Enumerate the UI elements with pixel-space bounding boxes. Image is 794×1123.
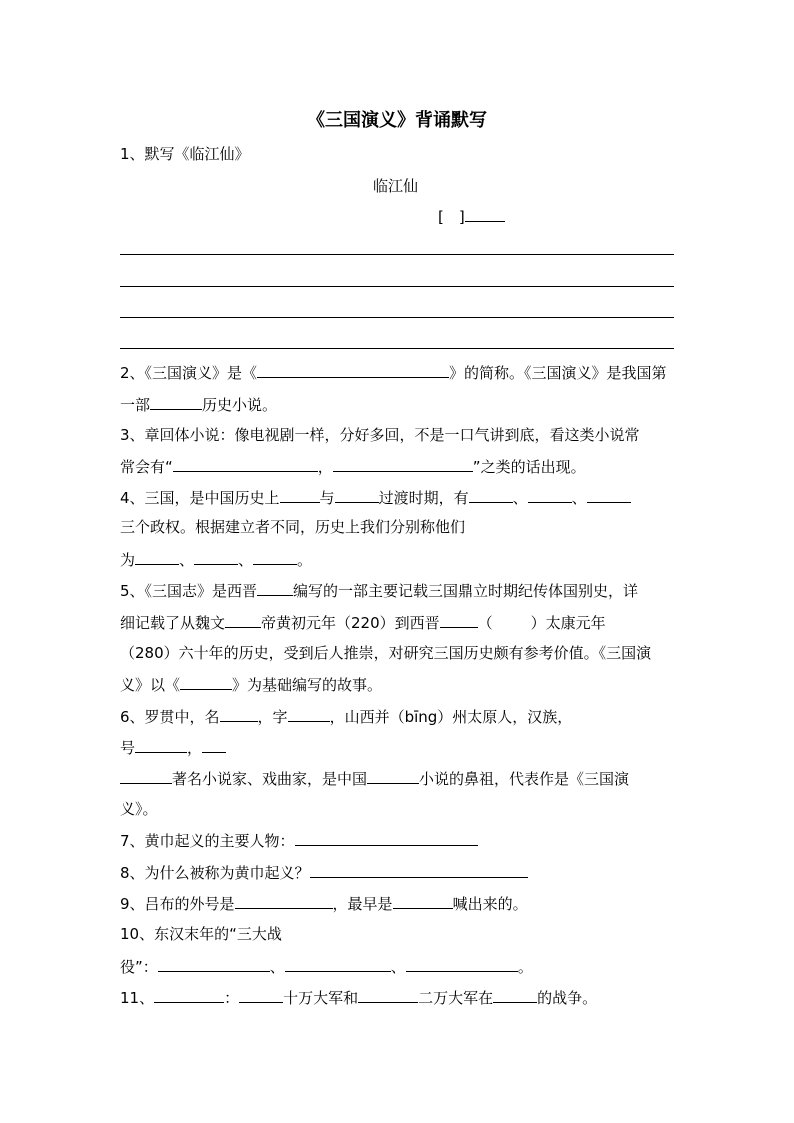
- author-line: [438, 206, 505, 227]
- question-11: [120, 987, 597, 1008]
- q5-text-i: 》为基础编写的故事。: [232, 676, 383, 694]
- q3-text-c: ，: [317, 458, 333, 476]
- q4-blank-6[interactable]: [135, 549, 179, 565]
- q4-text-j: 。: [297, 551, 313, 569]
- q10-text-e: 。: [517, 958, 533, 976]
- q10-text-d: 、: [390, 958, 406, 976]
- q2-text-a: 2、《三国演义》是《: [120, 364, 258, 382]
- q10-text-c: 、: [269, 958, 285, 976]
- q2-text-d: 历史小说。: [202, 396, 278, 414]
- q4-text-a: 4、三国，是中国历史上: [120, 489, 280, 507]
- question-1: 1、默写《临江仙》: [120, 145, 250, 163]
- q4-text-e: 、: [571, 489, 587, 507]
- q5-blank-1[interactable]: [257, 580, 293, 596]
- question-9: [120, 893, 528, 914]
- question-4-line-3: [120, 549, 312, 570]
- answer-rule-2[interactable]: [120, 286, 674, 287]
- q4-text-d: 、: [512, 489, 528, 507]
- q9-blank-2[interactable]: [393, 893, 453, 909]
- question-2-line-2: [120, 394, 277, 415]
- question-7: [120, 830, 478, 851]
- q4-text-g: 为: [120, 551, 136, 569]
- q11-text-c: 十万大军和: [283, 989, 359, 1007]
- q5-text-e: （: [477, 614, 493, 632]
- question-10-line-1: 10、东汉末年的“三大战: [120, 925, 282, 943]
- q8-text: 8、为什么被称为黄巾起义？: [120, 864, 310, 882]
- q8-blank[interactable]: [310, 862, 528, 878]
- q5-text-b: 编写的一部主要记载三国鼎立时期纪传体国别史，详: [293, 582, 639, 600]
- q9-text-c: 喊出来的。: [452, 895, 528, 913]
- question-8: [120, 862, 528, 883]
- q2-blank-1[interactable]: [257, 362, 449, 378]
- q4-text-i: 、: [238, 551, 254, 569]
- question-5-line-2: [120, 612, 606, 633]
- q10-blank-3[interactable]: [406, 956, 518, 972]
- question-6-line-1: [120, 706, 572, 727]
- question-6-line-2: [120, 737, 226, 758]
- question-5-line-4: [120, 674, 382, 695]
- q7-text: 7、黄巾起义的主要人物：: [120, 832, 295, 850]
- poem-title: 临江仙: [373, 177, 419, 195]
- q4-blank-3[interactable]: [469, 487, 513, 503]
- q7-blank[interactable]: [295, 830, 478, 846]
- question-5-line-3: （280）六十年的历史，受到后人推崇，对研究三国历史颇有参考价值。《三国演: [120, 644, 652, 662]
- q3-blank-2[interactable]: [333, 456, 473, 472]
- q5-blank-3[interactable]: [440, 612, 478, 628]
- q3-text-b: 常会有“: [120, 458, 173, 476]
- question-5-line-1: [120, 580, 638, 601]
- q6-blank-3[interactable]: [135, 737, 187, 753]
- q9-text-a: 9、吕布的外号是: [120, 895, 235, 913]
- q4-blank-8[interactable]: [253, 549, 297, 565]
- q6-text-f: 著名小说家、戏曲家，是中国: [172, 770, 368, 788]
- q11-text-d: 二万大军在: [418, 989, 494, 1007]
- q4-blank-7[interactable]: [194, 549, 238, 565]
- question-2-line-1: [120, 362, 667, 383]
- question-6-line-4: 义》。: [120, 800, 158, 818]
- question-4-line-1: [120, 487, 631, 508]
- question-10-line-2: [120, 956, 533, 977]
- q11-blank-4[interactable]: [493, 987, 537, 1003]
- q6-blank-4[interactable]: [202, 737, 226, 753]
- q6-blank-1[interactable]: [220, 706, 258, 722]
- q6-text-a: 6、罗贯中，名: [120, 708, 220, 726]
- q4-blank-2[interactable]: [335, 487, 379, 503]
- q6-text-d: 号: [120, 739, 136, 757]
- q11-text-e: 的战争。: [537, 989, 598, 1007]
- question-4-line-2: 三个政权。根据建立者不同，历史上我们分别称他们: [120, 518, 466, 536]
- q4-blank-5[interactable]: [587, 487, 631, 503]
- q4-blank-1[interactable]: [280, 487, 320, 503]
- q11-blank-1[interactable]: [154, 987, 224, 1003]
- q4-text-b: 与: [319, 489, 335, 507]
- q2-text-c: 一部: [120, 396, 151, 414]
- q9-text-b: ，最早是: [332, 895, 393, 913]
- answer-rule-3[interactable]: [120, 317, 674, 318]
- q6-text-c: ，山西并（bīng）州太原人，汉族，: [329, 708, 573, 726]
- q11-text-a: 11、: [120, 989, 155, 1007]
- q6-text-e: ，: [187, 739, 203, 757]
- q5-text-a: 5、《三国志》是西晋: [120, 582, 258, 600]
- author-blank[interactable]: [465, 206, 505, 222]
- q11-text-b: ：: [224, 989, 240, 1007]
- q5-blank-4[interactable]: [180, 674, 232, 690]
- answer-rule-4[interactable]: [120, 348, 674, 349]
- q3-blank-1[interactable]: [173, 456, 318, 472]
- q4-text-c: 过渡时期，有: [378, 489, 469, 507]
- q5-text-f: ）太康元年: [530, 614, 606, 632]
- answer-rule-1[interactable]: [120, 254, 674, 255]
- q10-text-b: 役”：: [120, 958, 158, 976]
- q6-blank-2[interactable]: [288, 706, 330, 722]
- q11-blank-2[interactable]: [239, 987, 283, 1003]
- q4-text-h: 、: [179, 551, 195, 569]
- q11-blank-3[interactable]: [358, 987, 418, 1003]
- q5-text-d: 帝黄初元年（220）到西晋: [261, 614, 440, 632]
- q4-blank-4[interactable]: [528, 487, 572, 503]
- q9-blank-1[interactable]: [235, 893, 333, 909]
- q6-blank-6[interactable]: [367, 768, 419, 784]
- q2-text-b: 》的简称。《三国演义》是我国第: [449, 364, 667, 382]
- q2-blank-2[interactable]: [150, 394, 202, 410]
- question-3-line-2: [120, 456, 586, 477]
- q10-blank-2[interactable]: [285, 956, 391, 972]
- question-3-line-1: 3、章回体小说：像电视剧一样，分好多回，不是一口气讲到底，看这类小说常: [120, 426, 640, 444]
- page-title: 《三国演义》背诵默写: [307, 110, 487, 131]
- q6-text-g: 小说的鼻祖，代表作是《三国演: [419, 770, 630, 788]
- author-bracket: [ ]: [438, 208, 465, 226]
- q6-text-b: ，字: [257, 708, 288, 726]
- q5-text-h: 义》以《: [120, 676, 181, 694]
- q10-blank-1[interactable]: [158, 956, 270, 972]
- question-6-line-3: [120, 768, 629, 789]
- q5-blank-2[interactable]: [225, 612, 261, 628]
- q5-text-c: 细记载了从魏文: [120, 614, 226, 632]
- q3-text-d: ”之类的话出现。: [472, 458, 586, 476]
- q6-blank-5[interactable]: [120, 768, 172, 784]
